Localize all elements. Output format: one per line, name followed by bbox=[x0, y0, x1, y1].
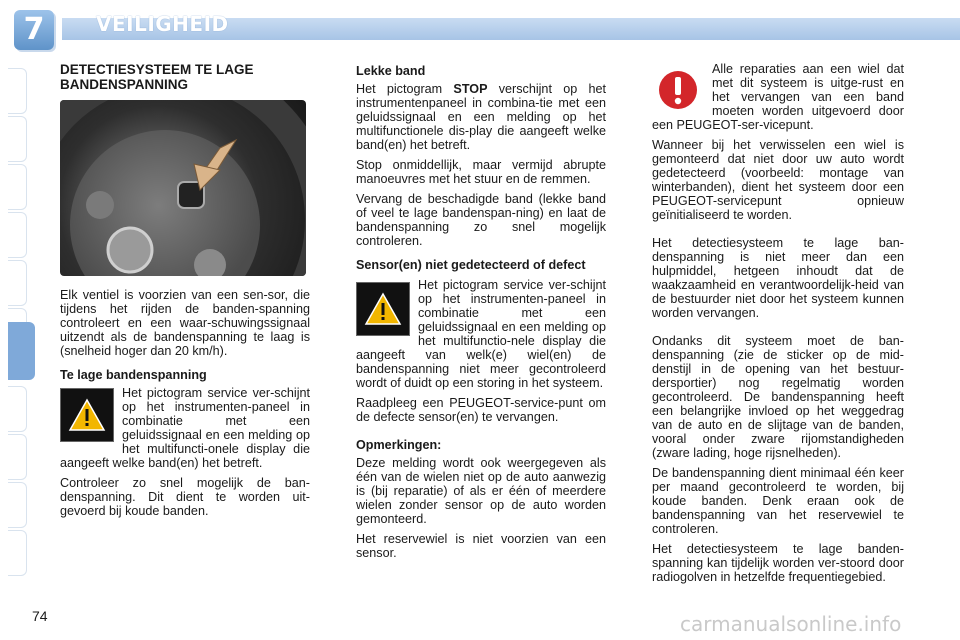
low-pressure-text: Het pictogram service ver-schijnt op het instrumenten-paneel in combinatie met een geluidssignaal en een melding op het multifuncti-onele display die aangeeft welke band(en) het betreft. bbox=[60, 386, 310, 470]
low-pressure-heading: Te lage bandenspanning bbox=[60, 368, 207, 382]
flat-text-pre: Het pictogram bbox=[356, 82, 454, 96]
flat-tyre-replace: Vervang de beschadigde band (lekke band of veel te lage bandenspan-ning) en laat de bandenspanning zo snel mogelijk controleren. bbox=[356, 192, 606, 248]
page-header bbox=[0, 0, 960, 50]
low-pressure-advice: Controleer zo snel mogelijk de ban-denspanning. Dit dient te worden uit-gevoerd bij koude banden. bbox=[60, 476, 310, 518]
repair-warning: Alle reparaties aan een wiel dat met dit systeem is uitge-rust en het vervangen van een band moeten worden uitgevoerd door een PEUGEOT-ser-vicepunt. bbox=[652, 62, 904, 132]
intro-paragraph: Elk ventiel is voorzien van een sen-sor, die tijdens het rijden de banden-spanning controleert en een waar-schuwingssignaal uitzendt als de bandenspanning te laag is (snelheid hoger dan 20 km/h). bbox=[60, 288, 310, 358]
chapter-tab-4[interactable] bbox=[8, 212, 27, 258]
column-2 bbox=[356, 64, 606, 566]
remarks-heading: Opmerkingen: bbox=[356, 438, 442, 452]
chapter-tab-7-active[interactable] bbox=[8, 322, 35, 380]
column-1-text bbox=[60, 288, 310, 524]
remarks-text: Deze melding wordt ook weergegeven als één van de wielen niet op de auto aanwezig is (bij reparatie) of als er één of meerdere wielen zonder sensor op de auto worden gemonteerd. bbox=[356, 456, 606, 526]
chapter-tab-2[interactable] bbox=[8, 116, 27, 162]
page-number: 74 bbox=[32, 608, 48, 624]
driver-aid-text: Het detectiesysteem te lage ban-denspanning is niet meer dan een hulpmiddel, hetgeen inhoudt dat de waakzaamheid en verantwoordelijk-heid van de bestuurder niet door het systeem kunnen worden vervangen. bbox=[652, 236, 904, 320]
section-title: DETECTIESYSTEEM TE LAGE BANDENSPANNING bbox=[60, 62, 254, 92]
warning-triangle-icon bbox=[356, 282, 410, 336]
flat-text-post: verschijnt op het instrumentenpaneel in combina-tie met een geluidssignaal en een melding op het multifunctionele dis-play die aangeeft welke band(en) het betreft. bbox=[356, 82, 606, 152]
page-title: VEILIGHEID bbox=[96, 12, 229, 36]
sensor-text: Het pictogram service ver-schijnt op het instrumenten-paneel in combinatie met een geluidssignaal en een melding op het multifunctio-nele display die aangeeft van welk(e) wiel(en) de bandenspanning niet meer gecontroleerd wordt of duidt op een storing in het systeem. bbox=[356, 278, 606, 390]
remarks-spare: Het reservewiel is niet voorzien van een sensor. bbox=[356, 532, 606, 560]
pressure-check-text: Ondanks dit systeem moet de ban-denspanning (zie de sticker op de mid-denstijl in de opening van het bestuur-dersportier) nog regelmatig worden gecontroleerd. De bandenspanning heeft een belangrijke invloed op het weggedrag van de auto en de slijtage van de banden, vooral onder zware rijomstandigheden (zware lading, hoge rijsnelheden). bbox=[652, 334, 904, 460]
stop-label: STOP bbox=[453, 82, 488, 96]
tire-valve-photo bbox=[60, 100, 306, 276]
flat-tyre-text bbox=[356, 82, 606, 152]
warning-triangle-icon bbox=[60, 388, 114, 442]
column-1 bbox=[60, 62, 310, 92]
winter-tyres-text: Wanneer bij het verwisselen een wiel is gemonteerd dat niet door uw auto wordt gedetecteerd (voorbeeld: montage van winterbanden), dient het systeem door een PEUGEOT-servicepunt opnieuw geïnitialiseerd te worden. bbox=[652, 138, 904, 222]
flat-tyre-stop: Stop onmiddellijk, maar vermijd abrupte manoeuvres met het stuur en de remmen. bbox=[356, 158, 606, 186]
chapter-tab-9[interactable] bbox=[8, 434, 27, 480]
chapter-tab-10[interactable] bbox=[8, 482, 27, 528]
chapter-tab-5[interactable] bbox=[8, 260, 27, 306]
monthly-check-text: De bandenspanning dient minimaal één keer per maand gecontroleerd te worden, bij koude banden. Denk eraan ook de bandenspanning van het reservewiel te controleren. bbox=[652, 466, 904, 536]
sensor-heading: Sensor(en) niet gedetecteerd of defect bbox=[356, 258, 586, 272]
chapter-badge: 7 bbox=[14, 10, 54, 50]
chapter-tab-1[interactable] bbox=[8, 68, 27, 114]
column-3 bbox=[652, 62, 904, 590]
radio-interference-text: Het detectiesysteem te lage banden-spanning kan tijdelijk worden ver-stoord door radiogolven in hetzelfde frequentiegebied. bbox=[652, 542, 904, 584]
chapter-tabs bbox=[0, 60, 40, 580]
chapter-tab-8[interactable] bbox=[8, 386, 27, 432]
chapter-tab-11[interactable] bbox=[8, 530, 27, 576]
chapter-tab-3[interactable] bbox=[8, 164, 27, 210]
watermark: carmanualsonline.info bbox=[680, 612, 902, 636]
sensor-advice: Raadpleeg een PEUGEOT-service-punt om de defecte sensor(en) te vervangen. bbox=[356, 396, 606, 424]
flat-tyre-heading: Lekke band bbox=[356, 64, 426, 78]
wheel-illustration bbox=[60, 100, 306, 276]
exclamation-icon bbox=[652, 64, 704, 116]
